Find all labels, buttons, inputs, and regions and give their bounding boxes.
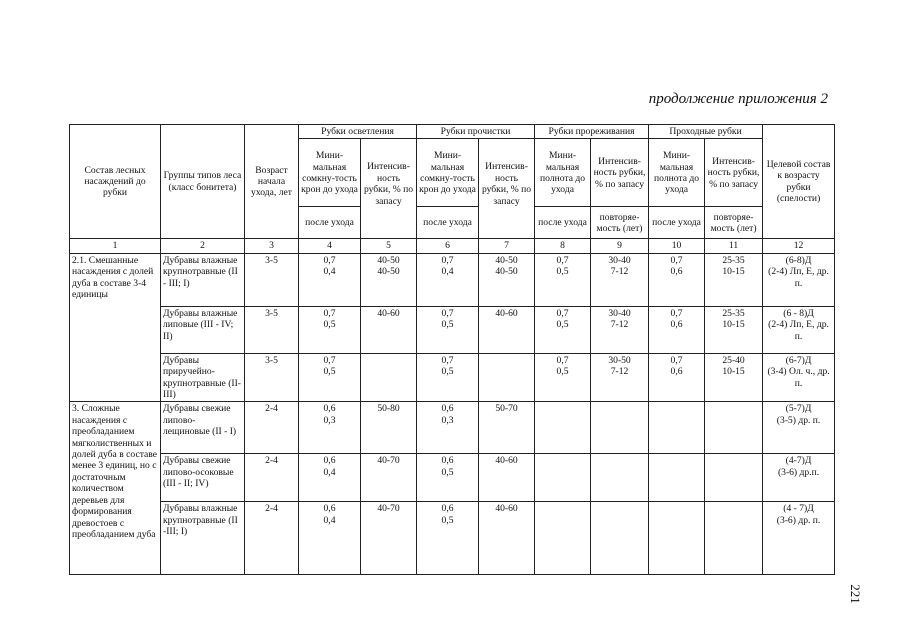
header-prohod-min-density: Мини-мальная полнота до ухода xyxy=(649,139,705,207)
col-number: 11 xyxy=(705,239,763,253)
prohod-intensity-cell xyxy=(705,454,763,502)
header-group-prochistka: Рубки прочистки xyxy=(417,125,535,139)
osv-intensity-cell: 40-70 xyxy=(361,502,417,575)
prorezh-intensity-cell: 30-50 7-12 xyxy=(591,353,649,402)
prohod-intensity-cell: 25-40 10-15 xyxy=(705,353,763,402)
prorezh-intensity-cell xyxy=(591,454,649,502)
header-prorezh-repeat: повторяе-мость (лет) xyxy=(591,207,649,239)
forest-group-cell: Дубравы влажные крупнотравные (II - III; I) xyxy=(161,253,245,306)
proch-min-closure-cell: 0,6 0,5 xyxy=(417,502,479,575)
header-osv-intensity: Интенсив-ность рубки, % по запасу xyxy=(361,139,417,239)
header-group-prorezhivanie: Рубки прореживания xyxy=(535,125,649,139)
composition-cell: 3. Сложные насаждения с преобладанием мягколиственных и долей дуба в составе менее 3 единиц, но с достаточным количеством деревьев для формирования древостоев с преобладанием дуба xyxy=(70,402,161,575)
prohod-min-density-cell xyxy=(649,454,705,502)
proch-min-closure-cell: 0,7 0,5 xyxy=(417,353,479,402)
prorezh-intensity-cell xyxy=(591,402,649,454)
proch-min-closure-cell: 0,6 0,5 xyxy=(417,454,479,502)
table-row xyxy=(70,402,835,454)
start-age-cell: 2-4 xyxy=(245,454,299,502)
osv-min-closure-cell: 0,7 0,4 xyxy=(299,253,361,306)
target-composition-cell: (4-7)Д (3-6) др.п. xyxy=(763,454,835,502)
prorezh-min-density-cell xyxy=(535,402,591,454)
start-age-cell: 3-5 xyxy=(245,253,299,306)
target-composition-cell: (6-8)Д (2-4) Лп, Е, др. п. xyxy=(763,253,835,306)
header-forest-groups: Группы типов леса (класс бонитета) xyxy=(161,125,245,239)
prohod-intensity-cell: 25-35 10-15 xyxy=(705,253,763,306)
osv-min-closure-cell: 0,7 0,5 xyxy=(299,306,361,353)
proch-intensity-cell: 40-60 xyxy=(479,502,535,575)
table-row xyxy=(70,253,835,306)
forest-group-cell: Дубравы влажные липовые (III - IV; II) xyxy=(161,306,245,353)
col-number: 7 xyxy=(479,239,535,253)
header-target-composition: Целевой состав к возрасту рубки (спелости) xyxy=(763,125,835,239)
start-age-cell: 2-4 xyxy=(245,402,299,454)
start-age-cell: 3-5 xyxy=(245,306,299,353)
proch-min-closure-cell: 0,7 0,4 xyxy=(417,253,479,306)
forest-group-cell: Дубравы свежие липово-осоковые (III - II; IV) xyxy=(161,454,245,502)
osv-min-closure-cell: 0,6 0,3 xyxy=(299,402,361,454)
header-osv-min-closure: Мини-мальная сомкну-тость крон до ухода xyxy=(299,139,361,207)
proch-intensity-cell: 40-60 xyxy=(479,454,535,502)
proch-min-closure-cell: 0,6 0,3 xyxy=(417,402,479,454)
prohod-intensity-cell: 25-35 10-15 xyxy=(705,306,763,353)
col-number: 6 xyxy=(417,239,479,253)
forest-thinning-table xyxy=(69,124,835,575)
table-row xyxy=(70,353,835,402)
header-prohod-intensity: Интенсив-ность рубки, % по запасу xyxy=(705,139,763,207)
header-group-prohodnye: Проходные рубки xyxy=(649,125,763,139)
header-prorezh-intensity: Интенсив-ность рубки, % по запасу xyxy=(591,139,649,207)
page-title: продолжение приложения 2 xyxy=(648,91,828,107)
proch-intensity-cell: 40-60 xyxy=(479,306,535,353)
prohod-min-density-cell: 0,7 0,6 xyxy=(649,306,705,353)
prohod-min-density-cell xyxy=(649,502,705,575)
header-start-age: Возраст начала ухода, лет xyxy=(245,125,299,239)
col-number: 1 xyxy=(70,239,161,253)
prohod-min-density-cell: 0,7 0,6 xyxy=(649,253,705,306)
prorezh-min-density-cell: 0,7 0,5 xyxy=(535,253,591,306)
start-age-cell: 2-4 xyxy=(245,502,299,575)
forest-group-cell: Дубравы приручейно-крупнотравные (II-III) xyxy=(161,353,245,402)
prorezh-min-density-cell xyxy=(535,454,591,502)
header-osv-after: после ухода xyxy=(299,207,361,239)
col-number: 9 xyxy=(591,239,649,253)
target-composition-cell: (6-7)Д (3-4) Ол. ч., др. п. xyxy=(763,353,835,402)
header-prohod-repeat: повторяе-мость (лет) xyxy=(705,207,763,239)
col-number: 3 xyxy=(245,239,299,253)
prorezh-intensity-cell xyxy=(591,502,649,575)
osv-intensity-cell: 40-60 xyxy=(361,306,417,353)
forest-group-cell: Дубравы влажные крупнотравные (II -III; I) xyxy=(161,502,245,575)
proch-intensity-cell xyxy=(479,353,535,402)
prohod-intensity-cell xyxy=(705,502,763,575)
col-number: 5 xyxy=(361,239,417,253)
osv-intensity-cell: 40-50 40-50 xyxy=(361,253,417,306)
col-number: 2 xyxy=(161,239,245,253)
header-prorezh-after: после ухода xyxy=(535,207,591,239)
composition-cell: 2.1. Смешанные насаждения с долей дуба в составе 3-4 единицы xyxy=(70,253,161,402)
header-prohod-after: после ухода xyxy=(649,207,705,239)
header-proch-min-closure: Мини-мальная сомкну-тость крон до ухода xyxy=(417,139,479,207)
header-proch-intensity: Интенсив-ность рубки, % по запасу xyxy=(479,139,535,239)
proch-intensity-cell: 40-50 40-50 xyxy=(479,253,535,306)
table-row xyxy=(70,502,835,575)
header-composition: Состав лесных насаждений до рубки xyxy=(70,125,161,239)
table-row xyxy=(70,454,835,502)
proch-min-closure-cell: 0,7 0,5 xyxy=(417,306,479,353)
prorezh-min-density-cell: 0,7 0,5 xyxy=(535,306,591,353)
prohod-min-density-cell: 0,7 0,6 xyxy=(649,353,705,402)
header-proch-after: после ухода xyxy=(417,207,479,239)
target-composition-cell: (6 - 8)Д (2-4) Лп, Е, др. п. xyxy=(763,306,835,353)
forest-group-cell: Дубравы свежие липово-лещиновые (II - I) xyxy=(161,402,245,454)
prorezh-min-density-cell xyxy=(535,502,591,575)
target-composition-cell: (4 - 7)Д (3-6) др. п. xyxy=(763,502,835,575)
header-prorezh-min-density: Мини-мальная полнота до ухода xyxy=(535,139,591,207)
col-number: 10 xyxy=(649,239,705,253)
target-composition-cell: (5-7)Д (3-5) др. п. xyxy=(763,402,835,454)
osv-intensity-cell: 50-80 xyxy=(361,402,417,454)
prorezh-intensity-cell: 30-40 7-12 xyxy=(591,306,649,353)
osv-intensity-cell: 40-70 xyxy=(361,454,417,502)
prorezh-min-density-cell: 0,7 0,5 xyxy=(535,353,591,402)
col-number: 4 xyxy=(299,239,361,253)
header-group-osvetlenie: Рубки осветления xyxy=(299,125,417,139)
prohod-min-density-cell xyxy=(649,402,705,454)
osv-min-closure-cell: 0,7 0,5 xyxy=(299,353,361,402)
proch-intensity-cell: 50-70 xyxy=(479,402,535,454)
osv-min-closure-cell: 0,6 0,4 xyxy=(299,502,361,575)
start-age-cell: 3-5 xyxy=(245,353,299,402)
col-number: 12 xyxy=(763,239,835,253)
page-number: 221 xyxy=(847,584,863,604)
osv-min-closure-cell: 0,6 0,4 xyxy=(299,454,361,502)
col-number: 8 xyxy=(535,239,591,253)
table-row xyxy=(70,306,835,353)
prorezh-intensity-cell: 30-40 7-12 xyxy=(591,253,649,306)
prohod-intensity-cell xyxy=(705,402,763,454)
osv-intensity-cell xyxy=(361,353,417,402)
